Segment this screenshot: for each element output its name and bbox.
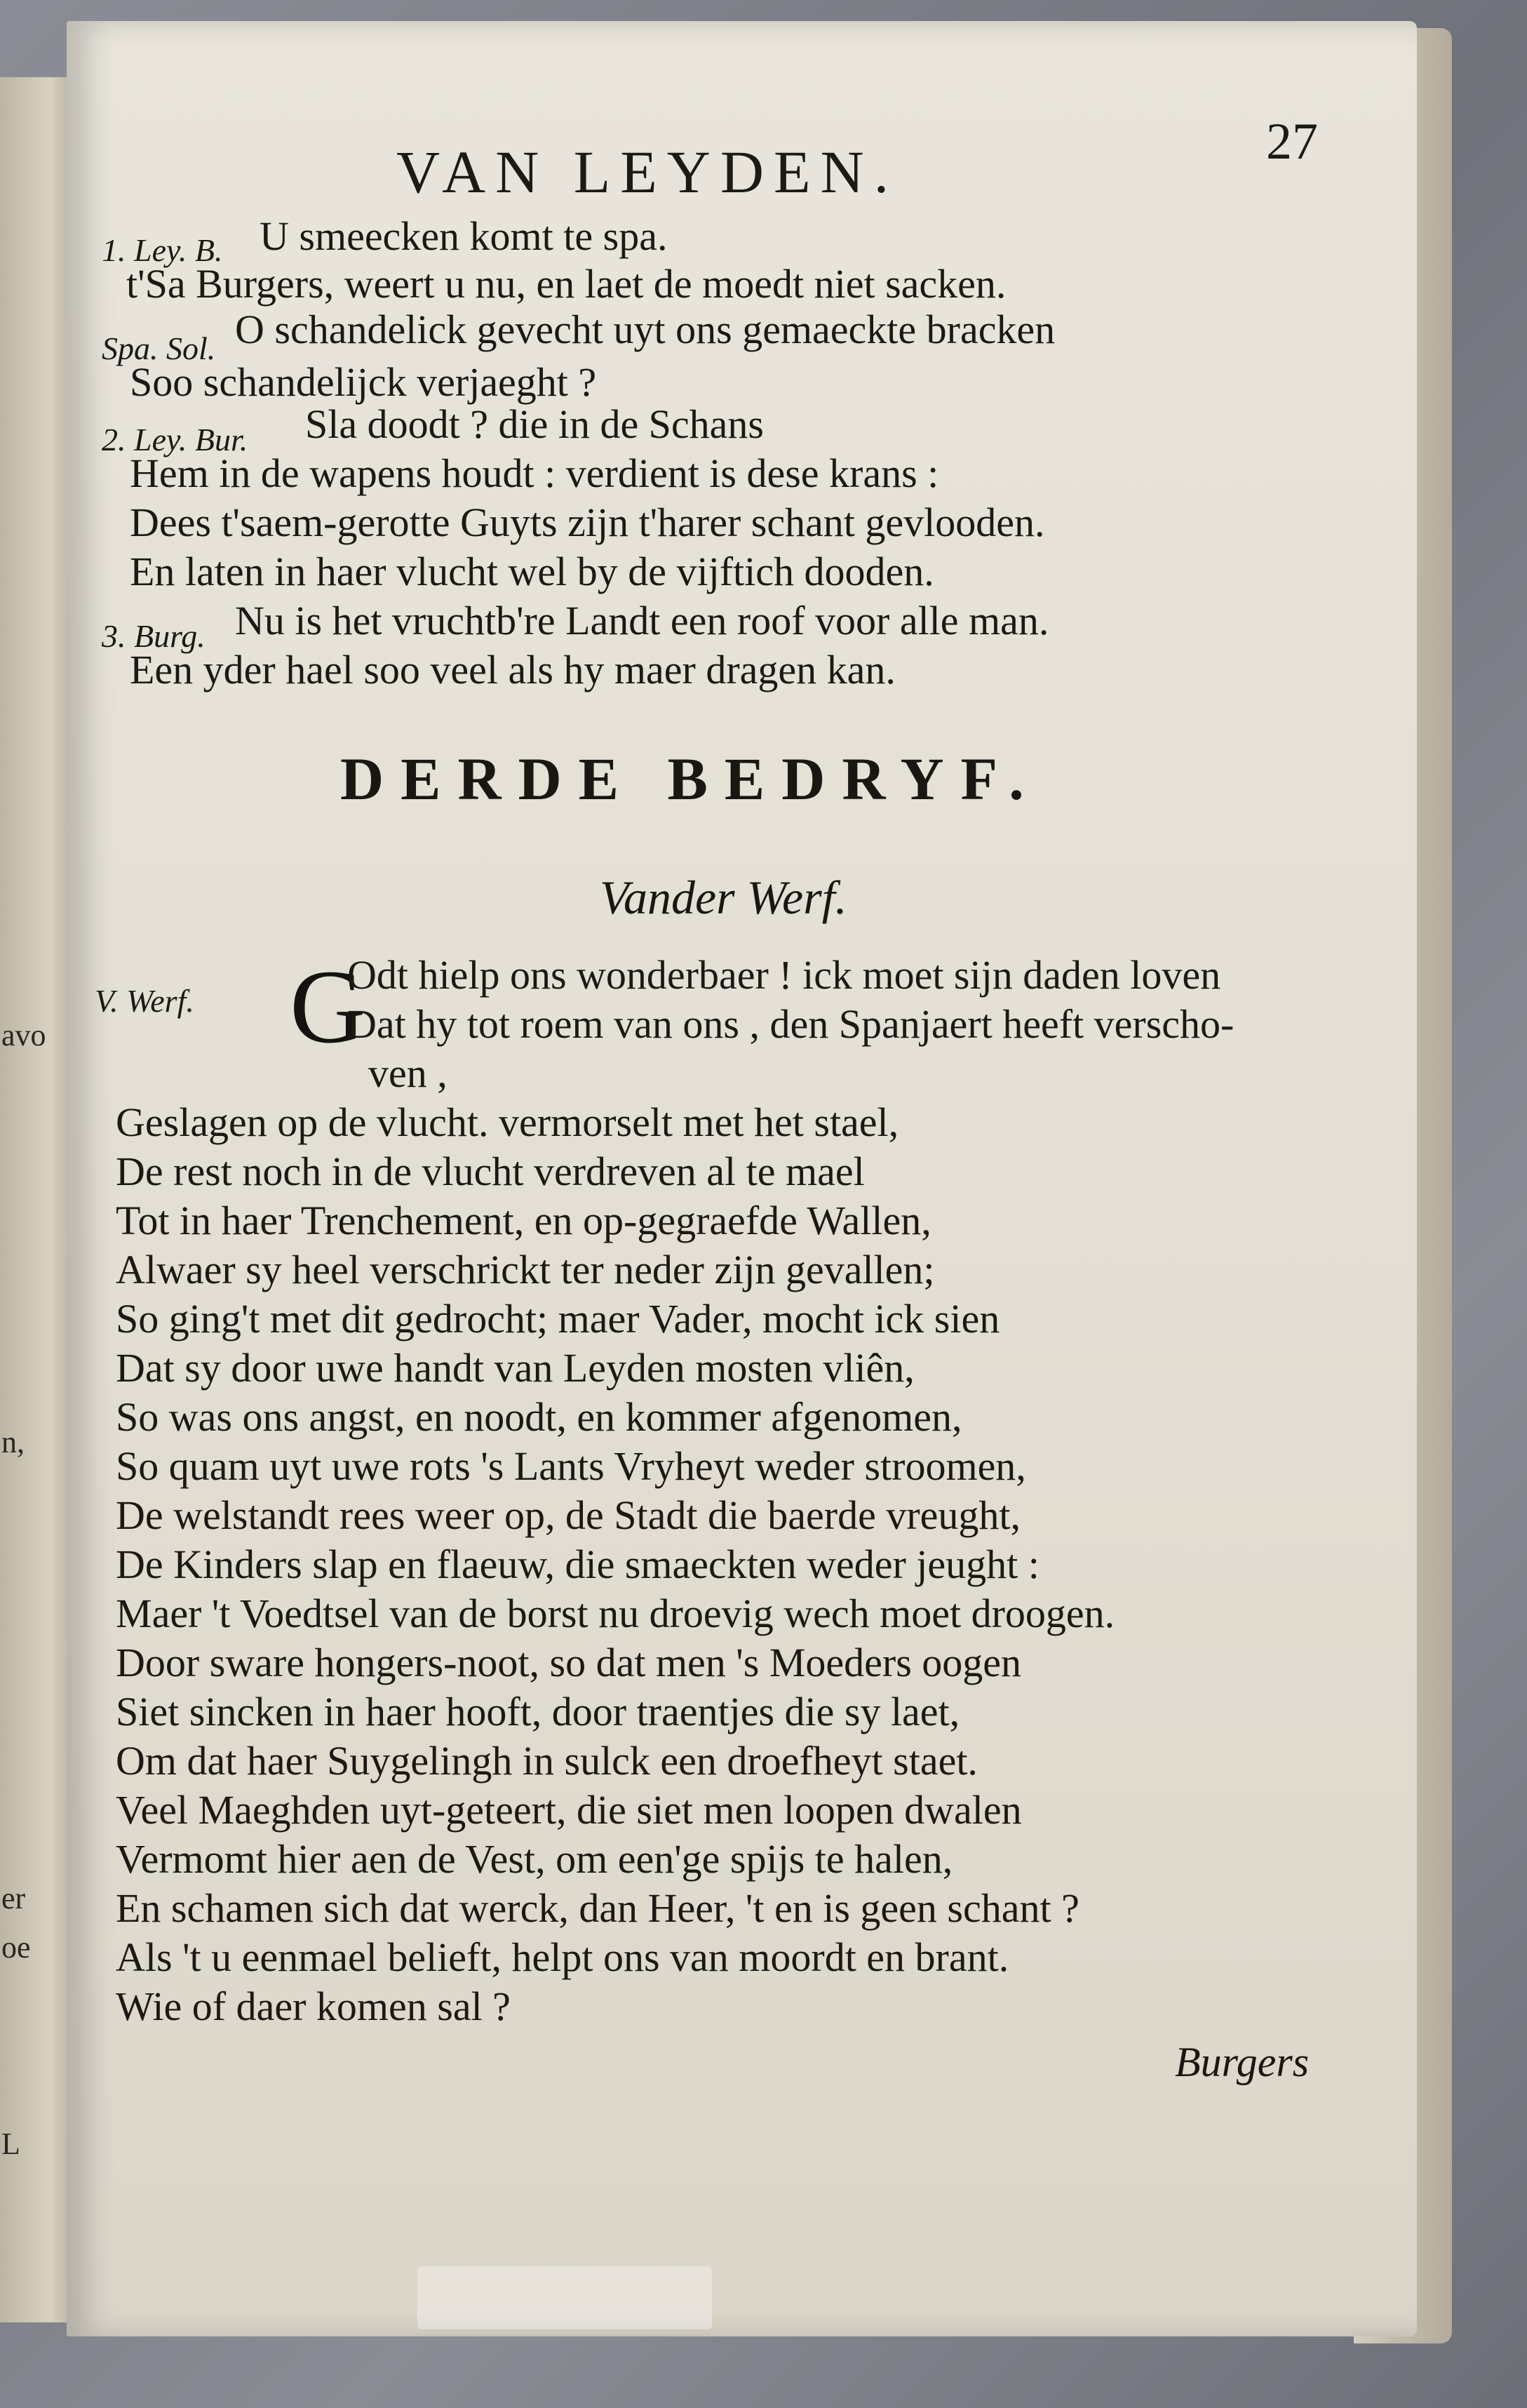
verse-line: Als 't u eenmael belieft, helpt ons van moordt en brant.: [116, 1934, 1009, 1980]
verse-line: Tot in haer Trenchement, en op-gegraefde Wallen,: [116, 1198, 931, 1243]
verse-line: Dees t'saem-gerotte Guyts zijn t'harer schant gevlooden.: [130, 500, 1045, 545]
speaker-label: 1. Ley. B.: [102, 232, 223, 268]
act-heading: DERDE BEDRYF.: [340, 745, 1041, 812]
verse-line: En laten in haer vlucht wel by de vijftich dooden.: [130, 549, 934, 594]
verse-line: Wie of daer komen sal ?: [116, 1984, 511, 2029]
speaker-label: 2. Ley. Bur.: [102, 422, 248, 457]
verse-line: Alwaer sy heel verschrickt ter neder zijn gevallen;: [116, 1247, 935, 1292]
verse-line: Sla doodt ? die in de Schans: [305, 401, 765, 447]
verse-line: Odt hielp ons wonderbaer ! ick moet sijn daden loven: [347, 952, 1221, 998]
scene-title: Vander Werf.: [600, 871, 847, 924]
paper-stain: [417, 2266, 712, 2329]
book-page: [67, 21, 1417, 2336]
left-margin-fragment: er: [1, 1881, 26, 1915]
catchword: Burgers: [1175, 2039, 1310, 2085]
verse-line: Soo schandelijck verjaeght ?: [130, 359, 597, 405]
verse-line: De Kinders slap en flaeuw, die smaeckten weder jeught :: [116, 1541, 1040, 1587]
left-margin-fragment: L: [1, 2127, 20, 2161]
left-margin-fragment: avo: [1, 1018, 46, 1052]
verse-line: Geslagen op de vlucht. vermorselt met het stael,: [116, 1099, 899, 1145]
speaker-label: 3. Burg.: [102, 618, 206, 654]
page-number: 27: [1266, 113, 1318, 170]
verse-line: Hem in de wapens houdt : verdient is dese krans :: [130, 450, 939, 496]
verse-line: Veel Maeghden uyt-geteert, die siet men loopen dwalen: [116, 1787, 1022, 1833]
verse-line: Nu is het vruchtb're Landt een roof voor alle man.: [235, 598, 1049, 643]
verse-line: Om dat haer Suygelingh in sulck een droefheyt staet.: [116, 1738, 978, 1784]
left-margin-fragment: oe: [1, 1930, 31, 1965]
left-margin-fragment: n,: [1, 1425, 25, 1459]
drop-cap: G: [290, 949, 366, 1065]
speaker-label: Spa. Sol.: [102, 330, 216, 366]
speaker-label: V. Werf.: [95, 983, 194, 1019]
verse-line: ven ,: [368, 1050, 448, 1096]
verse-line: U smeecken komt te spa.: [260, 213, 668, 259]
verse-line: So was ons angst, en noodt, en kommer afgenomen,: [116, 1394, 962, 1440]
verse-line: Dat hy tot roem van ons , den Spanjaert heeft verscho-: [347, 1001, 1235, 1047]
verse-line: De welstandt rees weer op, de Stadt die baerde vreught,: [116, 1492, 1021, 1538]
verse-line: Maer 't Voedtsel van de borst nu droevig wech moet droogen.: [116, 1591, 1115, 1636]
verse-line: Siet sincken in haer hooft, door traentjes die sy laet,: [116, 1689, 960, 1734]
verse-line: So quam uyt uwe rots 's Lants Vryheyt weder stroomen,: [116, 1443, 1026, 1489]
verse-line: En schamen sich dat werck, dan Heer, 't en is geen schant ?: [116, 1885, 1079, 1931]
verse-line: Een yder hael soo veel als hy maer dragen kan.: [130, 647, 896, 693]
verse-line: Dat sy door uwe handt van Leyden mosten vliên,: [116, 1345, 915, 1391]
verse-line: Vermomt hier aen de Vest, om een'ge spijs te halen,: [116, 1836, 953, 1882]
verse-line: t'Sa Burgers, weert u nu, en laet de moedt niet sacken.: [126, 261, 1007, 307]
verse-line: De rest noch in de vlucht verdreven al te mael: [116, 1149, 865, 1194]
verse-line: O schandelick gevecht uyt ons gemaeckte bracken: [235, 307, 1056, 352]
verse-line: Door sware hongers-noot, so dat men 's Moeders oogen: [116, 1640, 1022, 1685]
running-head: VAN LEYDEN.: [396, 138, 899, 206]
verse-line: So ging't met dit gedrocht; maer Vader, mocht ick sien: [116, 1296, 1000, 1342]
